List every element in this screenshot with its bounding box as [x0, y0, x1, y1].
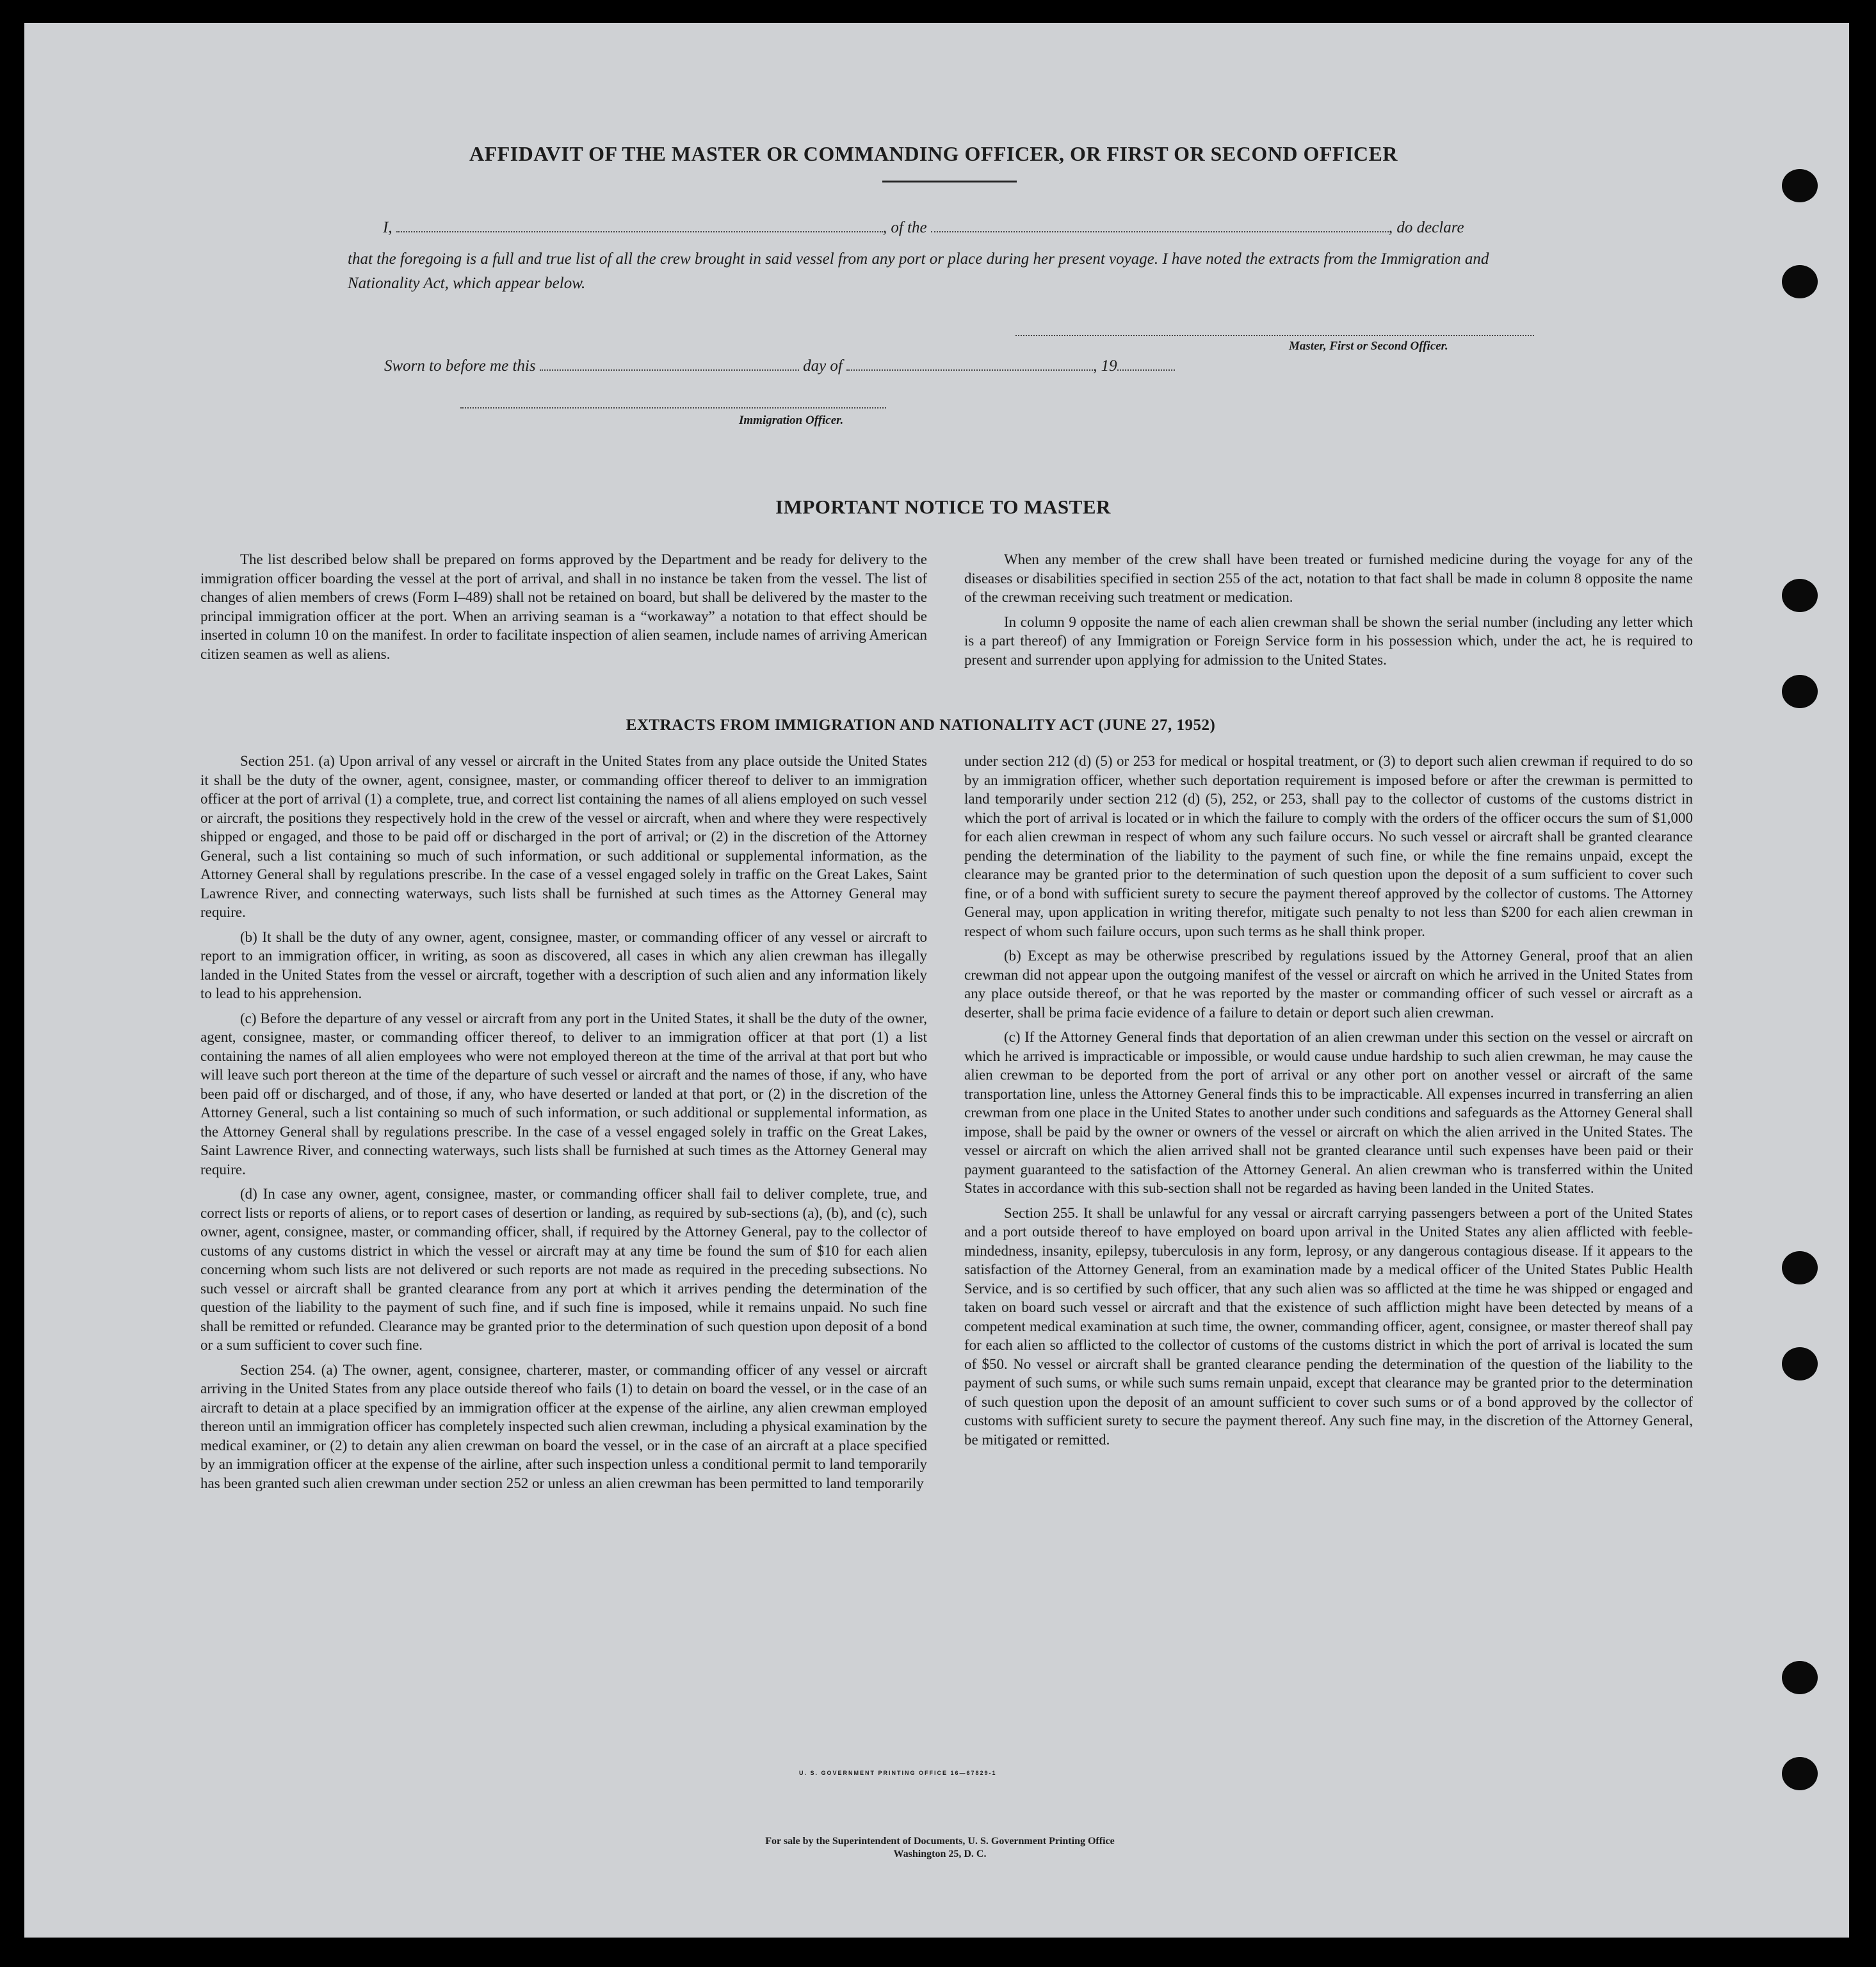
extracts-title: EXTRACTS FROM IMMIGRATION AND NATIONALITY ACT (JUNE 27, 1952): [626, 716, 1216, 734]
declaration-line: [383, 219, 1535, 237]
section-paragraph: (c) If the Attorney General finds that deportation of an alien crewman under this section on the vessel or aircraft on which he arrived is impracticable or impossible, or would cause undue hardship to such alien crewman, he may cause the alien crewman to be deported from the port of arrival or any other port on another vessel or aircraft of the same transportation line, unless the Attorney General finds this to be impracticable. All expenses incurred in transferring an alien crewman from one place in the United States to another under such conditions and safeguards as the Attorney General shall impose, shall be paid by the owner or owners of the vessel or aircraft on which the alien arrived in the United States. The vessel or aircraft on which the alien arrived shall not be granted clearance until such expenses have been paid or their payment guaranteed to the satisfaction of the Attorney General. An alien crewman who is transferred within the United States in accordance with this sub-section shall not be regarded as having been landed in the United States.: [964, 1029, 1693, 1196]
notice-title: IMPORTANT NOTICE TO MASTER: [775, 496, 1111, 518]
section-paragraph: (c) Before the departure of any vessel or aircraft from any port in the United States, it shall be the duty of the owner, agent, consignee, master, or commanding officer thereof, to deliver to an immigration officer at that port (1) a list containing the names of all alien employees who were not employed thereon at the time of the arrival at that port but who will leave such port thereon at the time of the departure of such vessel or aircraft and the names of those, if any, who have been paid off or discharged, and of those, if any, who have deserted or landed at that port, or (2) in the discretion of the Attorney General, such a list containing so much of such information, or such additional or supplemental information, as the Attorney General shall by regulations prescribe. In the case of a vessel engaged solely in traffic on the Great Lakes, Saint Lawrence River, and connecting waterways, such lists shall be furnished at such times as the Attorney General may require.: [200, 1010, 927, 1178]
do-declare-label: , do declare: [1388, 219, 1464, 236]
declaration-text: that the foregoing is a full and true list of all the crew brought in said vessel from any port or place during her present voyage. I have noted the extracts from the Immigration and Nationality Act, which appear below.: [348, 250, 1489, 292]
immigration-officer-signature-line[interactable]: [460, 407, 886, 409]
punch-hole: [1782, 579, 1818, 612]
sworn-year-field[interactable]: [1117, 358, 1175, 371]
notice-left-column: [200, 550, 927, 669]
declaration-i-label: I,: [383, 219, 392, 236]
punch-hole: [1782, 265, 1818, 298]
section-paragraph: (d) In case any owner, agent, consignee, master, or commanding officer shall fail to deliver complete, true, and correct lists or reports of aliens, or to report cases of desertion or landing, as required by sub-sections (a), (b), and (c), such owner, agent, consignee, master, or commanding officer, shall, if required by the Attorney General, pay to the collector of customs of any customs district in which the vessel or aircraft may at any time be found the sum of $10 for each alien concerning whom such lists are not delivered or such reports are not made as required in the preceding subsections. No such vessel or aircraft shall be granted clearance from any port at which it arrives pending the determination of the question of the liability to the payment of such fine, and if such fine is imposed, while it remains unpaid. No such fine shall be remitted or refunded. Clearance may be granted prior to the determination of such question upon deposit of a bond or a sum sufficient to cover such fine.: [200, 1186, 927, 1353]
sale-notice-line: For sale by the Superintendent of Documents, U. S. Government Printing Office: [765, 1836, 1115, 1847]
title-divider: [882, 181, 1017, 182]
punch-hole: [1782, 1347, 1818, 1380]
affidavit-title: AFFIDAVIT OF THE MASTER OR COMMANDING OFFICER, OR FIRST OR SECOND OFFICER: [469, 142, 1398, 165]
extracts-right-column: [964, 752, 1693, 1455]
punch-hole: [1782, 675, 1818, 708]
punch-hole: [1782, 1661, 1818, 1694]
section-paragraph: Section 255. It shall be unlawful for any vessal or aircraft carrying passengers between a port of the United States and a port outside thereof to have employed on board upon arrival in the United States any alien afflicted with feeble-mindedness, insanity, epilepsy, tuberculosis in any form, leprosy, or any dangerous contagious disease. If it appears to the satisfaction of the Attorney General, from an examination made by a medical officer of the United States Public Health Service, and is so certified by such officer, that any such alien was so afflicted at the time he was shipped or engaged and taken on board such vessel or aircraft and that the existence of such affliction might have been detected by means of a competent medical examination at such time, the owner, commanding officer, agent, consignee, or master thereof shall pay for each alien so afflicted to the collector of customs of the customs district in which the port of arrival is located the sum of $50. No vessel or aircraft shall be granted clearance pending the determination of the question of the liability to the payment of such sums, or while such sums remain unpaid, except that clearance may be granted prior to the determination of such question upon the deposit of an amount sufficient to cover such sums or of a bond approved by the collector of customs with sufficient surety to secure the payment thereof. Any such fine may, in the discretion of the Attorney General, be mitigated or remitted.: [964, 1204, 1693, 1448]
notice-paragraph: When any member of the crew shall have been treated or furnished medicine during the voyage for any of the diseases or disabilities specified in section 255 of the act, notation to that fact shall be made in column 8 opposite the name of the crewman receiving such treatment or medication.: [964, 551, 1693, 605]
day-of-label: day of: [803, 357, 843, 375]
section-paragraph: Section 251. (a) Upon arrival of any vessel or aircraft in the United States from any place outside the United States it shall be the duty of the owner, agent, consignee, master, or commanding officer thereof to deliver to an immigration officer at the port of arrival (1) a complete, true, and correct list containing the names of all aliens employed on such vessel or aircraft, the positions they respectively hold in the crew of the vessel or aircraft, when and where they were respectively shipped or engaged, and those to be paid off or discharged in the port of arrival; or (2) in the discretion of the Attorney General, such a list containing so much of such information, or such additional or supplemental information, as the Attorney General shall by regulations prescribe. In the case of a vessel engaged solely in traffic on the Great Lakes, Saint Lawrence River, and connecting waterways, such lists shall be furnished at such times as the Attorney General may require.: [200, 753, 927, 920]
printing-office-imprint: U. S. GOVERNMENT PRINTING OFFICE 16—67829-1: [799, 1770, 997, 1776]
form-page: [24, 23, 1849, 1938]
master-signature-label: Master, First or Second Officer.: [1289, 339, 1448, 353]
vessel-name-field[interactable]: [931, 220, 1389, 232]
notice-paragraph: In column 9 opposite the name of each alien crewman shall be shown the serial number (including any letter which is a part thereof) of any Immigration or Foreign Service form in his possession which, under the act, he is required to present and surrender upon applying for admission to the United States.: [964, 613, 1693, 668]
punch-hole: [1782, 169, 1818, 202]
master-signature-line[interactable]: [1015, 335, 1534, 336]
notice-right-column: [964, 550, 1693, 675]
notice-paragraph: The list described below shall be prepared on forms approved by the Department and be ready for delivery to the immigration officer boarding the vessel at the port of arrival, and shall in no instance be taken from the vessel. The list of changes of alien members of crews (Form I–489) shall not be retained on board, but shall be delivered by the master to the principal immigration officer at the port. When an arriving seaman is a “workaway” a notation to that effect should be inserted in column 10 on the manifest. In order to facilitate inspection of alien seamen, include names of arriving American citizen seamen as well as aliens.: [200, 551, 927, 662]
sworn-day-field[interactable]: [540, 358, 799, 371]
punch-hole: [1782, 1251, 1818, 1284]
officer-name-field[interactable]: [396, 220, 883, 232]
section-paragraph: (b) It shall be the duty of any owner, agent, consignee, master, or commanding officer of any vessel or aircraft to report to an immigration officer, in writing, as soon as discovered, all cases in which any alien crewman has illegally landed in the United States from the vessel or aircraft, together with a description of such alien and any information likely to lead to his apprehension.: [200, 928, 927, 1001]
section-paragraph: Section 254. (a) The owner, agent, consignee, charterer, master, or commanding officer of any vessel or aircraft arriving in the United States from any place outside thereof who fails (1) to detain on board the vessel, or in the case of an aircraft to detain at a place specified by an immigration officer at the expense of the airline, any alien crewman employed thereon until an immigration officer has completely inspected such alien crewman, including a physical examination by the medical examiner, or (2) to detain any alien crewman on board the vessel, or in the case of an aircraft at a place specified by an immigration officer at the expense of the airline, after such inspection unless a conditional permit to land temporarily has been granted such alien crewman under section 252 or unless an alien crewman has been permitted to land temporarily: [200, 1361, 927, 1491]
punch-hole: [1782, 1757, 1818, 1790]
sworn-month-field[interactable]: [846, 358, 1093, 371]
extracts-left-column: [200, 752, 927, 1498]
section-paragraph: under section 212 (d) (5) or 253 for medical or hospital treatment, or (3) to deport such alien crewman if required to do so by an immigration officer, whether such deportation requirement is imposed before or after the crewman is permitted to land temporarily under section 212 (d) (5), 252, or 253, shall pay to the collector of customs of the customs district in which the port of arrival is located or in which the failure to comply with the orders of the officer occurs the sum of $1,000 for each alien crewman in respect of whom any such failure occurs. No such vessel or aircraft shall be granted clearance pending the determination of the liability to the payment of such fine, or while the fine remains unpaid, except the clearance may be granted prior to the determination of such question upon the deposit of a sum sufficient to cover such fine, or of a bond with sufficient surety to secure the payment thereof approved by the collector of customs. The Attorney General may, upon application in writing therefor, mitigate such penalty to not less than $200 for each alien crewman in respect of whom such failure occurs, upon such terms as he shall think proper.: [964, 753, 1693, 939]
sworn-line: [384, 357, 1175, 375]
year-prefix-label: , 19: [1093, 357, 1117, 375]
of-the-label: , of the: [882, 219, 927, 236]
section-paragraph: (b) Except as may be otherwise prescribed by regulations issued by the Attorney General, proof that an alien crewman did not appear upon the outgoing manifest of the vessel or aircraft on which he arrived in the United States from any place outside thereof, or that he was reported by the master or commanding officer of such vessel or aircraft as a deserter, shall be prima facie evidence of a failure to detain or deport such alien crewman.: [964, 948, 1693, 1021]
sale-notice: [24, 1835, 1849, 1861]
sale-notice-line: Washington 25, D. C.: [893, 1849, 987, 1859]
immigration-officer-label: Immigration Officer.: [739, 414, 844, 427]
sworn-prefix-label: Sworn to before me this: [384, 357, 536, 375]
